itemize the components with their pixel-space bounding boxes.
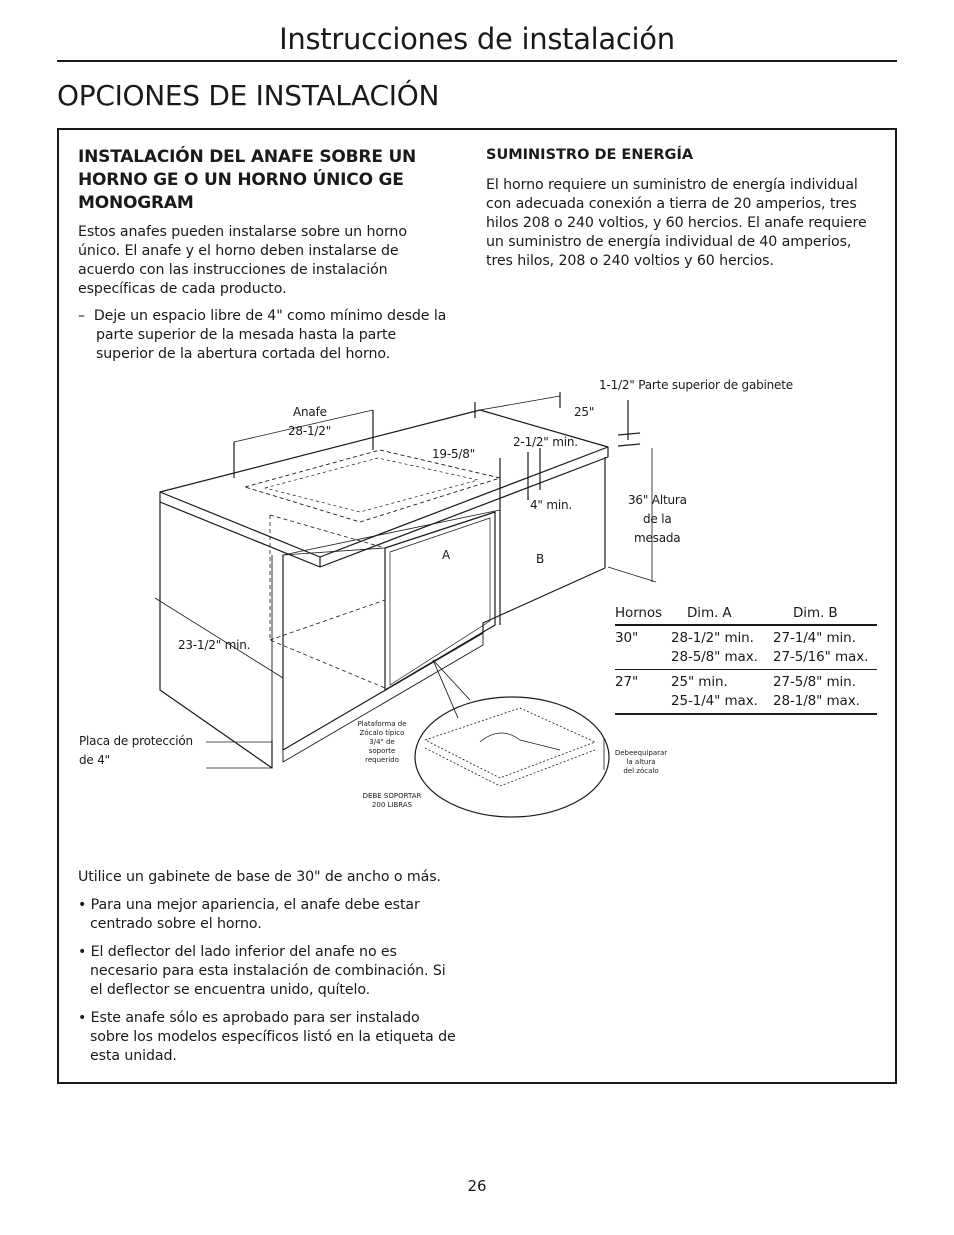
table-cell: [671, 670, 773, 715]
label-match-3: del zócalo: [623, 767, 659, 775]
label-cabinet-top: 1-1/2" Parte superior de gabinete: [599, 378, 793, 392]
table-header: Hornos: [615, 603, 671, 625]
dim-b-max: 28-1/8" max.: [773, 693, 860, 709]
label-plat-3: 3/4" de: [369, 738, 395, 746]
label-kick-2: de 4": [79, 753, 110, 767]
dimensions-table: [615, 603, 877, 715]
label-height-3: mesada: [634, 531, 681, 545]
label-plat-2: Zócalo típico: [359, 729, 405, 737]
label-plat-5: requerido: [365, 756, 399, 764]
power-heading: SUMINISTRO DE ENERGÍA: [486, 147, 694, 163]
dim-a-min: 28-1/2" min.: [671, 630, 754, 646]
list-item: • Para una mejor apariencia, el anafe debe estar centrado sobre el horno.: [78, 897, 420, 932]
dim-a-max: 28-5/8" max.: [671, 649, 758, 665]
table-row: [615, 625, 877, 670]
bullet-list: [78, 896, 458, 1075]
intro-paragraph: Estos anafes pueden instalarse sobre un horno único. El anafe y el horno deben instalarse de acuerdo con las instrucciones de instalación específicas de cada producto.: [78, 224, 407, 297]
label-anafe-dim: 28-1/2": [288, 424, 332, 438]
installation-diagram: [60, 360, 890, 820]
cabinet-note: Utilice un gabinete de base de 30" de ancho o más.: [78, 869, 441, 885]
label-support-2: 200 LIBRAS: [371, 801, 413, 809]
label-min-2-5: 2-1/2" min.: [513, 435, 578, 449]
label-a: A: [442, 548, 451, 562]
table-cell: [671, 625, 773, 670]
table-header-row: [615, 603, 877, 625]
label-b: B: [536, 552, 545, 566]
table-header: Dim. A: [671, 603, 773, 625]
table-cell: [773, 670, 877, 715]
table-cell: 30": [615, 625, 671, 670]
dim-b-min: 27-5/8" min.: [773, 674, 856, 690]
list-item: • Este anafe sólo es aprobado para ser instalado sobre los modelos específicos listó en la etiqueta de esta unidad.: [78, 1010, 456, 1064]
label-plat-4: soporte: [368, 747, 396, 755]
label-plat-1: Plataforma de: [357, 720, 407, 728]
label-anafe: Anafe: [293, 405, 327, 419]
table-cell: 27": [615, 670, 671, 715]
label-support-1: DEBE SOPORTAR: [362, 792, 422, 800]
dim-a-max: 25-1/4" max.: [671, 693, 758, 709]
list-item: • El deflector del lado inferior del anafe no es necesario para esta instalación de combinación. Si el deflector se encuentra unido, quítelo.: [78, 944, 446, 998]
label-19-5-8: 19-5/8": [432, 447, 476, 461]
title-rule: [57, 60, 897, 62]
label-match-2: la altura: [626, 758, 656, 766]
label-23-min: 23-1/2" min.: [178, 638, 251, 652]
clearance-note: – Deje un espacio libre de 4" como mínimo desde la parte superior de la mesada hasta la parte superior de la abertura cortada del horno.: [78, 308, 447, 362]
table-row: [615, 670, 877, 715]
table-header: Dim. B: [773, 603, 877, 625]
label-height-1: 36" Altura: [628, 493, 687, 507]
power-paragraph: El horno requiere un suministro de energía individual con adecuada conexión a tierra de 20 amperios, tres hilos 208 o 240 voltios, y 60 hercios. El anafe requiere un suministro de energía individual de 40 amperios, tres hilos, 208 o 240 voltios y 60 hercios.: [486, 177, 867, 269]
label-kick-1: Placa de protección: [79, 734, 193, 748]
installation-heading: INSTALACIÓN DEL ANAFE SOBRE UN HORNO GE O UN HORNO ÚNICO GE MONOGRAM: [78, 147, 417, 213]
page-title: Instrucciones de instalación: [279, 22, 675, 56]
table-cell: [773, 625, 877, 670]
label-height-2: de la: [643, 512, 672, 526]
section-title: OPCIONES DE INSTALACIÓN: [57, 79, 440, 112]
page-number: 26: [467, 1177, 487, 1195]
label-4-min: 4" min.: [530, 498, 573, 512]
dim-b-max: 27-5/16" max.: [773, 649, 869, 665]
label-match-1: Debeequiparar: [614, 749, 668, 757]
dim-a-min: 25" min.: [671, 674, 728, 690]
dim-b-min: 27-1/4" min.: [773, 630, 856, 646]
label-25: 25": [574, 405, 595, 419]
